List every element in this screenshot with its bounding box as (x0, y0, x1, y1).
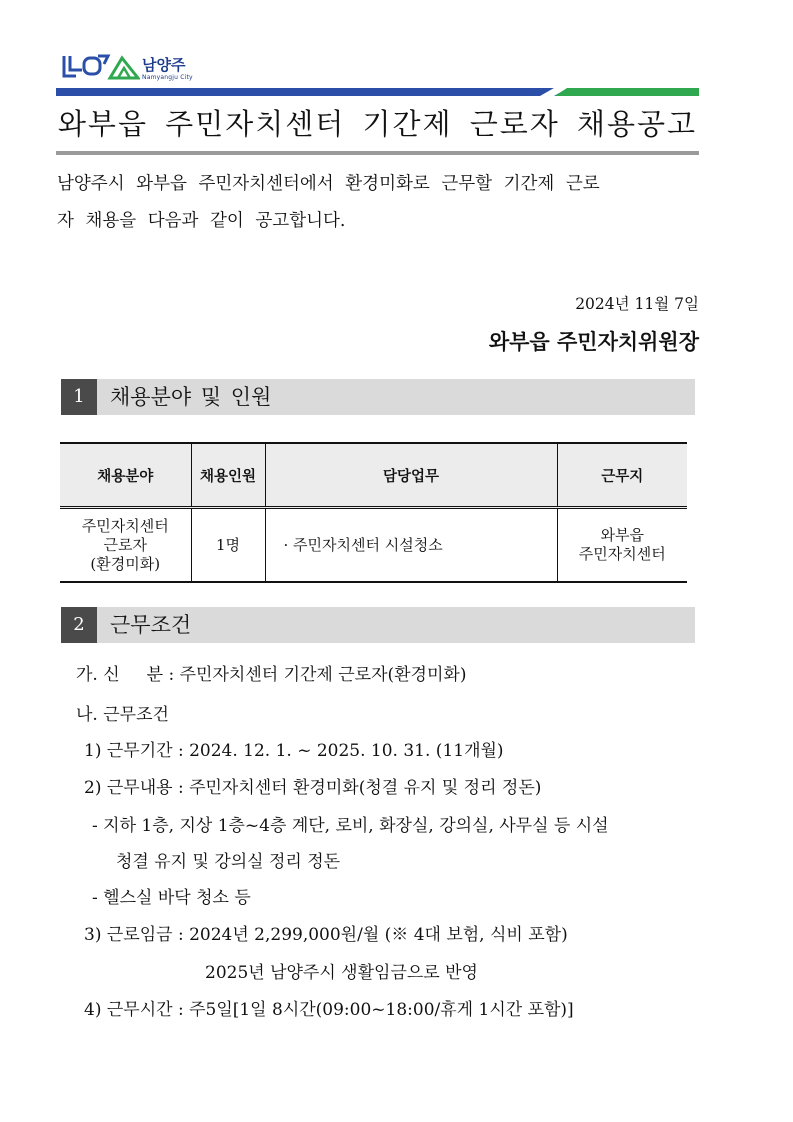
header-green-bar (555, 88, 699, 96)
table-header-cell: 채용분야 (60, 443, 191, 508)
place-line: 주민자치센터 (578, 545, 666, 563)
condition-hours: 4) 근무시간 : 주5일[1일 8시간(09:00~18:00/휴게 1시간 포함)] (84, 1000, 574, 1020)
section-2-title: 근무조건 (110, 613, 192, 637)
page-title: 와부읍 주민자치센터 기간제 근로자 채용공고 (57, 107, 698, 141)
intro-line-2: 자 채용을 다음과 같이 공고합니다. (57, 211, 346, 231)
count-cell: 1명 (191, 508, 265, 583)
signatory: 와부읍 주민자치위원장 (488, 330, 699, 354)
section-2-number: 2 (61, 607, 97, 643)
duty-detail-1: - 지하 1층, 지상 1층~4층 계단, 로비, 화장실, 강의실, 사무실 등 시설 (92, 816, 609, 836)
field-cell (60, 508, 191, 583)
duty-detail-2: - 헬스실 바닥 청소 등 (92, 888, 251, 908)
intro-line-1: 남양주시 와부읍 주민자치센터에서 환경미화로 근무할 기간제 근로 (57, 174, 600, 194)
section-1-header (61, 379, 695, 415)
recruitment-table (60, 442, 687, 583)
condition-period: 1) 근무기간 : 2024. 12. 1. ~ 2025. 10. 31. (11개월) (84, 741, 504, 761)
table-header-row (60, 443, 687, 508)
field-line: 주민자치센터 (81, 516, 169, 535)
table-header-cell: 근무지 (557, 443, 687, 508)
table-row (60, 508, 687, 583)
condition-duties: 2) 근무내용 : 주민자치센터 환경미화(청결 유지 및 정리 정돈) (84, 778, 542, 798)
condition-status: 가. 신 분 : 주민자치센터 기간제 근로자(환경미화) (76, 665, 467, 685)
condition-wage: 3) 근로임금 : 2024년 2,299,000원/월 (※ 4대 보험, 식비 포함) (84, 925, 568, 945)
section-1-number: 1 (61, 379, 97, 415)
logo-name-en: Namyangju City (142, 74, 193, 81)
intro-paragraph (57, 166, 702, 240)
field-line: (환경미화) (90, 554, 161, 573)
city-logo (62, 52, 202, 86)
logo-name-ko: 남양주 (142, 56, 186, 74)
table-header-cell: 담당업무 (265, 443, 557, 508)
place-line: 와부읍 (600, 526, 644, 544)
section-1-title: 채용분야 및 인원 (110, 385, 272, 409)
table-header-cell: 채용인원 (191, 443, 265, 508)
condition-wage-note: 2025년 남양주시 생활임금으로 반영 (205, 963, 478, 983)
condition-heading: 나. 근무조건 (76, 705, 169, 725)
announcement-date: 2024년 11월 7일 (575, 295, 699, 313)
place-cell (557, 508, 687, 583)
title-underline (56, 151, 699, 155)
duty-detail-1-cont: 청결 유지 및 강의실 정리 정돈 (116, 852, 341, 872)
duty-cell: · 주민자치센터 시설청소 (265, 508, 557, 583)
section-2-header (61, 607, 695, 643)
field-line: 근로자 (103, 535, 147, 554)
city-emblem-icon (62, 54, 140, 82)
